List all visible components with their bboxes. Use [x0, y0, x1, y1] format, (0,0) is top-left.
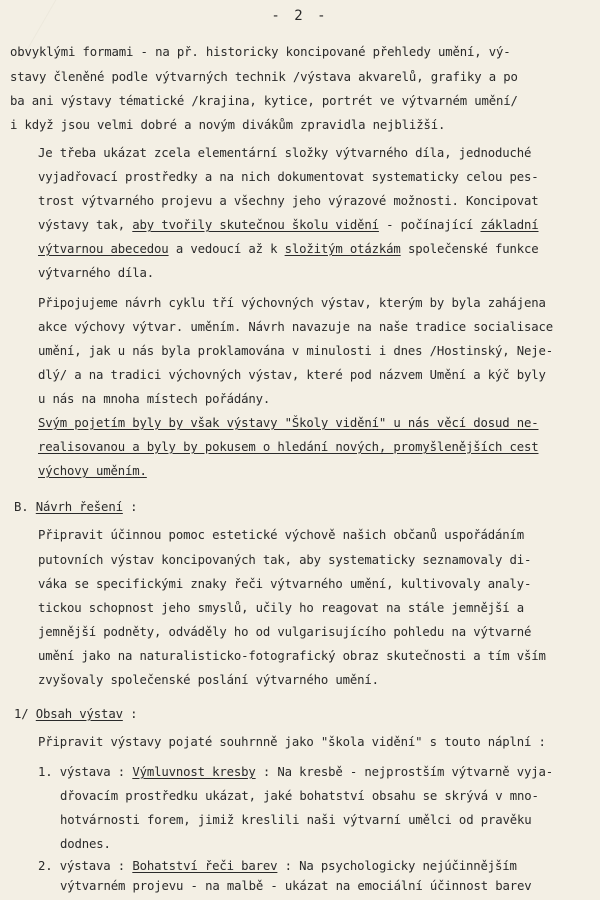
text-line: výtvarném projevu - na malbě - ukázat na emociální účinnost barev: [60, 879, 532, 893]
text-line: akce výchovy výtvar. uměním. Návrh navazuje na naše tradice socialisace: [38, 320, 553, 334]
underlined-phrase: složitým otázkám: [284, 242, 401, 256]
underlined-line: Svým pojetím byly by však výstavy "Školy vidění" u nás věcí dosud ne-: [38, 416, 539, 430]
text-line: výtvarného díla.: [38, 266, 155, 280]
list-item-heading: 1. výstava : Výmluvnost kresby : Na kresbě - nejprostším výtvarně vyja-: [38, 765, 554, 779]
section-title: Návrh řešení: [35, 500, 123, 514]
text-line: jemnější podněty, odváděly ho od vulgarisujícího pohledu na výtvarné: [38, 625, 532, 639]
text-line: stavy členěné podle výtvarných technik /výstava akvarelů, grafiky a po: [10, 70, 518, 84]
text-line: i když jsou velmi dobré a novým divákům zpravidla nejbližší.: [10, 118, 446, 132]
text-line: Připravit výstavy pojaté souhrnně jako "škola vidění" s touto náplní :: [38, 735, 546, 749]
underlined-line: realisovanou a byly by pokusem o hledání nových, promyšlenějších cest: [38, 440, 539, 454]
text-line: dodnes.: [60, 837, 111, 851]
text-line: Je třeba ukázat zcela elementární složky výtvarného díla, jednoduché: [38, 146, 532, 160]
text-line: váka se specifickými znaky řeči výtvarného umění, kultivovaly analy-: [38, 577, 532, 591]
underlined-phrase: výtvarnou abecedou: [38, 242, 169, 256]
text-line: putovních výstav koncipovaných tak, aby systematicky seznamovaly di-: [38, 553, 532, 567]
page-number: - 2 -: [271, 8, 329, 24]
text-line: dlý/ a na tradici výchovných výstav, které pod názvem Umění a kýč byly: [38, 368, 546, 382]
underlined-line: výchovy uměním.: [38, 464, 147, 478]
text-line: Připojujeme návrh cyklu tří výchovných výstav, kterým by byla zahájena: [38, 296, 546, 310]
text-line: umění jako na naturalisticko-fotografický obraz skutečnosti a tím vším: [38, 649, 546, 663]
text-line: trost výtvarného projevu a všechny jeho výrazové možnosti. Koncipovat: [38, 194, 539, 208]
text-line: umění, jak u nás byla proklamována v minulosti i dnes /Hostinský, Neje-: [38, 344, 553, 358]
text-line: hotvárnosti forem, jimiž kreslili naši výtvarní umělci od pravěku: [60, 813, 532, 827]
text-line: tickou schopnost jeho smyslů, učily ho reagovat na stále jemnější a: [38, 601, 524, 615]
text-line: výtvarnou abecedou a vedoucí až k složitým otázkám společenské funkce: [38, 242, 539, 256]
underlined-phrase: základní: [480, 218, 539, 232]
section-heading: B. Návrh řešení :: [14, 500, 138, 514]
text-line: výstavy tak, aby tvořily skutečnou školu vidění - počínající základní: [38, 218, 539, 232]
text-line: Připravit účinnou pomoc estetické výchově našich občanů uspořádáním: [38, 528, 524, 542]
text-line: dřovacím prostředku ukázat, jaké bohatství obsahu se skrývá v mno-: [60, 789, 539, 803]
list-item-heading: 2. výstava : Bohatství řeči barev : Na psychologicky nejúčinnějším: [38, 859, 517, 873]
item-title: Výmluvnost kresby: [132, 765, 256, 779]
section-title: Obsah výstav: [35, 707, 123, 721]
text-line: u nás na mnoha místech pořádány.: [38, 392, 271, 406]
item-title: Bohatství řeči barev: [132, 859, 278, 873]
text-line: vyjadřovací prostředky a na nich dokumentovat systematicky celou pes-: [38, 170, 539, 184]
text-line: zvyšovaly společenské poslání výtvarného umění.: [38, 673, 379, 687]
section-heading: 1/ Obsah výstav :: [14, 707, 138, 721]
underlined-phrase: aby tvořily skutečnou školu vidění: [132, 218, 379, 232]
text-line: ba ani výstavy tématické /krajina, kytice, portrét ve výtvarném umění/: [10, 94, 518, 108]
text-line: obvyklými formami - na př. historicky koncipované přehledy umění, vý-: [10, 45, 511, 59]
